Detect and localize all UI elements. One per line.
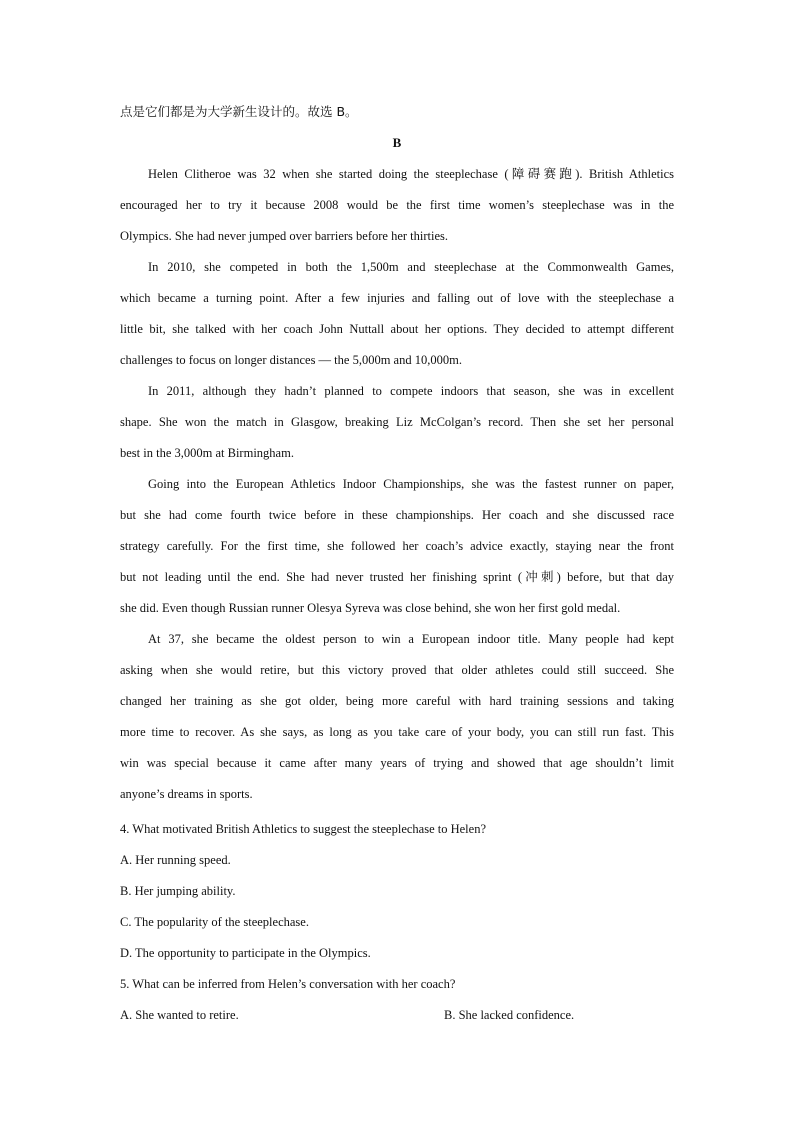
q4-option-c: C. The popularity of the steeplechase. [120, 915, 309, 929]
passage-line: Going into the European Athletics Indoor Championships, she was the fastest runner on paper, [148, 477, 674, 491]
passage-line: encouraged her to try it because 2008 would be the first time women’s steeplechase was in the [120, 198, 674, 212]
passage-line: but not leading until the end. She had never trusted her finishing sprint (冲刺) before, but that day [120, 570, 674, 584]
passage-line: but she had come fourth twice before in these championships. Her coach and she discussed race [120, 508, 674, 522]
question-4-stem: 4. What motivated British Athletics to suggest the steeplechase to Helen? [120, 822, 487, 836]
questions [120, 819, 674, 1025]
passage-line: Helen Clitheroe was 32 when she started doing the steeplechase (障碍赛跑). British Athletics [148, 167, 674, 181]
passage-line: win was special because it came after many years of trying and showed that age shouldn’t limit [120, 756, 674, 770]
section-label: B [392, 135, 402, 150]
passage-line: anyone’s dreams in sports. [120, 787, 253, 801]
intro-tail: 点是它们都是为大学新生设计的。故选 B。 [120, 104, 358, 119]
passage-line: she did. Even though Russian runner Olesya Syreva was close behind, she won her first gold medal. [120, 601, 621, 615]
passage-line: little bit, she talked with her coach John Nuttall about her options. They decided to attempt different [120, 322, 674, 336]
q4-option-b: B. Her jumping ability. [120, 884, 236, 898]
passage-line: changed her training as she got older, being more careful with hard training sessions and taking [120, 694, 674, 708]
q4-option-a: A. Her running speed. [120, 853, 231, 867]
q5-option-a: A. She wanted to retire. [120, 1008, 239, 1022]
passage-line: In 2010, she competed in both the 1,500m and steeplechase at the Commonwealth Games, [148, 260, 674, 274]
q4-option-d: D. The opportunity to participate in the Olympics. [120, 946, 371, 960]
passage-line: best in the 3,000m at Birmingham. [120, 446, 294, 460]
q5-options-row [120, 1005, 674, 1025]
passage-line: asking when she would retire, but this victory proved that older athletes could still succeed. She [120, 663, 674, 677]
q5-option-b: B. She lacked confidence. [444, 1008, 575, 1022]
passage-line: At 37, she became the oldest person to win a European indoor title. Many people had kept [148, 632, 674, 646]
passage-line: Olympics. She had never jumped over barriers before her thirties. [120, 229, 449, 243]
passage-line: strategy carefully. For the first time, she followed her coach’s advice exactly, staying near the front [120, 539, 674, 553]
passage-line: In 2011, although they hadn’t planned to compete indoors that season, she was in excellent [148, 384, 674, 398]
passage-line: more time to recover. As she says, as long as you take care of your body, you can still run fast. This [120, 725, 674, 739]
passage-line: which became a turning point. After a few injuries and falling out of love with the steeplechase a [120, 291, 674, 305]
passage-line: shape. She won the match in Glasgow, breaking Liz McColgan’s record. Then she set her personal [120, 415, 674, 429]
passage-line: challenges to focus on longer distances — the 5,000m and 10,000m. [120, 353, 462, 367]
question-5-stem: 5. What can be inferred from Helen’s conversation with her coach? [120, 977, 456, 991]
